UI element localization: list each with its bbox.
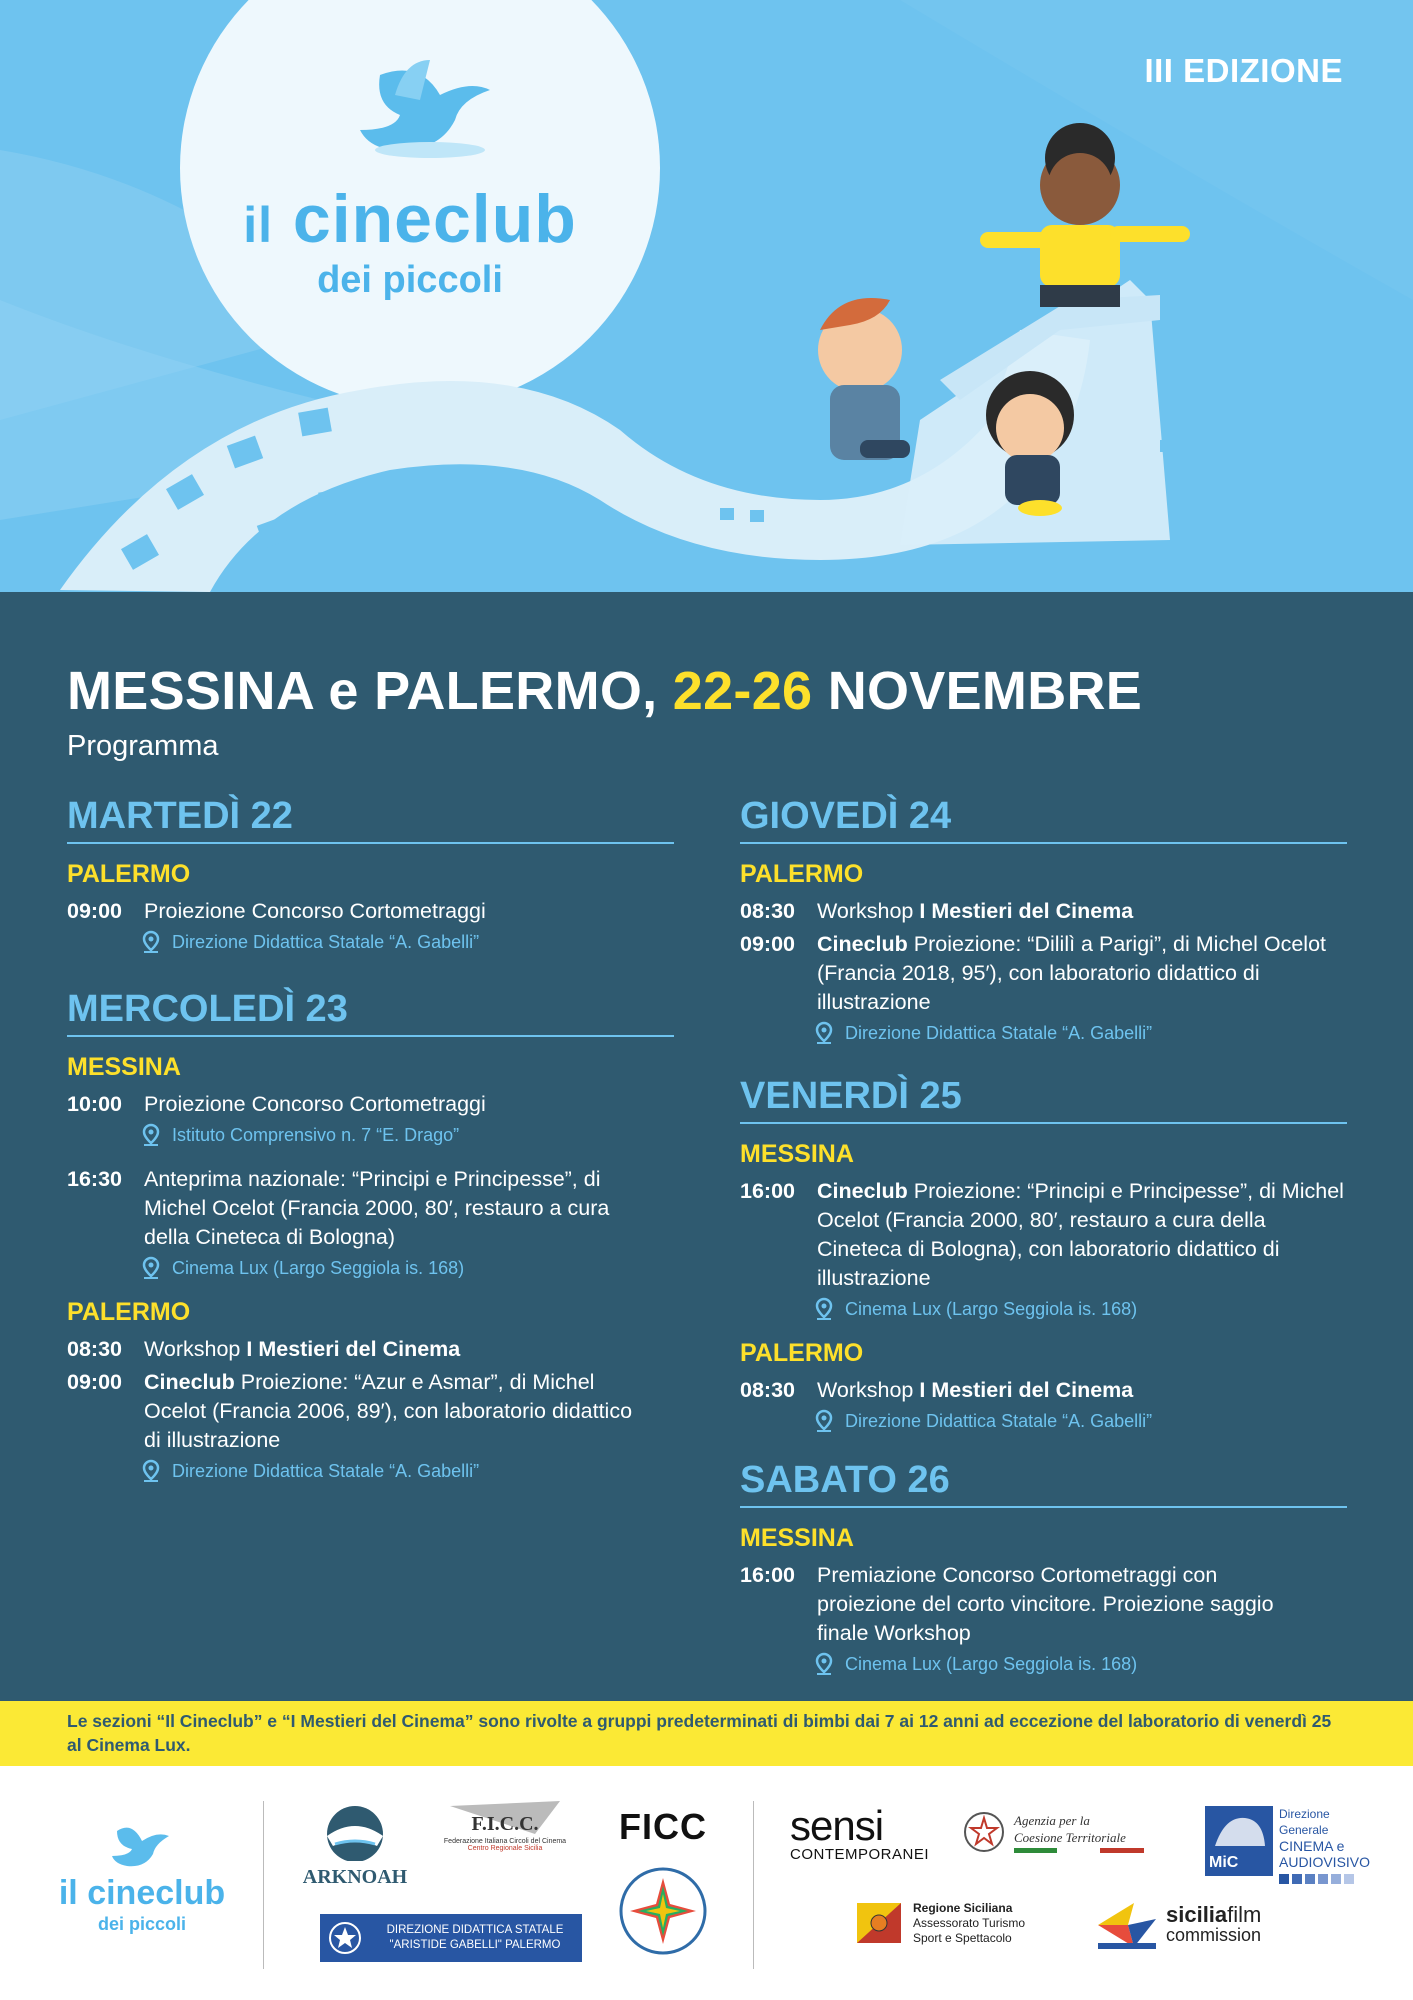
event-location bbox=[813, 1021, 1347, 1045]
child-illustration-2 bbox=[818, 298, 910, 460]
header-banner bbox=[0, 0, 1413, 592]
arknoah-name: ARKNOAH bbox=[302, 1866, 408, 1888]
cineclub-logo-title bbox=[185, 181, 635, 302]
logo-il: il bbox=[243, 197, 274, 253]
location-pin-icon bbox=[140, 930, 162, 954]
dg-color-squares bbox=[1279, 1874, 1375, 1884]
event-location bbox=[140, 1459, 674, 1483]
event-description: Proiezione Concorso Cortometraggi bbox=[144, 1092, 486, 1116]
event-description: Proiezione: “Dililì a Parigi”, di Michel Ocelot (Francia 2018, 95′), con laboratorio didattico di illustrazione bbox=[817, 932, 1326, 1014]
arknoah-emblem-icon bbox=[305, 1796, 405, 1861]
event-time: 09:00 bbox=[740, 932, 795, 956]
schedule-event bbox=[67, 1335, 674, 1364]
city-label: MESSINA bbox=[740, 1140, 854, 1168]
schedule-event bbox=[740, 1177, 1347, 1293]
sfc-film: film bbox=[1227, 1902, 1262, 1927]
ficc-region: Centro Regionale Sicilia bbox=[467, 1845, 543, 1852]
tricolor-bar bbox=[1014, 1848, 1144, 1853]
location-pin-icon bbox=[813, 1021, 835, 1045]
event-time: 09:00 bbox=[67, 1370, 122, 1394]
event-description: Proiezione Concorso Cortometraggi bbox=[144, 899, 486, 923]
event-description: Proiezione: “Azur e Asmar”, di Michel Ocelot (Francia 2006, 89′), con laboratorio didattico di illustrazione bbox=[144, 1370, 633, 1452]
event-description: Proiezione: “Principi e Principesse”, di Michel Ocelot (Francia 2000, 80′, restauro a cura della Cineteca di Bologna), con laboratorio didattico di illustrazione bbox=[817, 1179, 1344, 1290]
location-text: Istituto Comprensivo n. 7 “E. Drago” bbox=[172, 1124, 460, 1145]
location-text: Direzione Didattica Statale “A. Gabelli” bbox=[172, 1460, 480, 1481]
sensi-sub: CONTEMPORANEI bbox=[790, 1846, 930, 1863]
gabelli-line2: "ARISTIDE GABELLI" PALERMO bbox=[389, 1939, 561, 1951]
mic-emblem-icon bbox=[1205, 1806, 1273, 1876]
event-location bbox=[140, 1123, 674, 1147]
day-heading-thursday: GIOVEDÌ 24 bbox=[740, 795, 1347, 844]
sensi-contemporanei-logo bbox=[790, 1802, 930, 1863]
agenzia-coesione-logo bbox=[962, 1808, 1172, 1856]
schedule-event bbox=[67, 897, 674, 926]
cineclub-logo-title: il cineclub bbox=[58, 1874, 226, 1912]
event-location bbox=[813, 1297, 1347, 1321]
location-pin-icon bbox=[813, 1652, 835, 1676]
schedule-event bbox=[67, 1090, 674, 1119]
city-label: MESSINA bbox=[740, 1524, 854, 1552]
event-description: Anteprima nazionale: “Principi e Principesse”, di Michel Ocelot (Francia 2000, 80′, restauro a cura della Cineteca di Bologna) bbox=[144, 1167, 610, 1249]
mic-label: MiC bbox=[1209, 1854, 1239, 1871]
gabelli-school-logo bbox=[320, 1914, 582, 1962]
location-text: Cinema Lux (Largo Seggiola is. 168) bbox=[172, 1257, 465, 1278]
schedule-event bbox=[67, 1165, 674, 1252]
agenzia-line1: Agenzia per la bbox=[1014, 1812, 1090, 1828]
program-title-dates: 22-26 bbox=[672, 661, 813, 721]
schedule-event bbox=[740, 930, 1347, 1017]
republic-emblem-icon bbox=[328, 1921, 362, 1955]
event-description: Workshop bbox=[144, 1337, 247, 1361]
event-location bbox=[140, 930, 674, 954]
schedule-event bbox=[740, 1561, 1347, 1648]
regione-line1: Regione Siciliana bbox=[913, 1900, 1013, 1915]
schedule-right-column bbox=[740, 795, 1347, 1694]
trinacria-icon bbox=[855, 1899, 903, 1947]
event-location bbox=[813, 1652, 1347, 1676]
event-time: 10:00 bbox=[67, 1092, 122, 1116]
ficc-name: FICC bbox=[619, 1806, 707, 1847]
divider bbox=[263, 1801, 264, 1969]
edition-label: III EDIZIONE bbox=[1144, 52, 1343, 89]
program-title-cities: MESSINA e PALERMO, bbox=[67, 661, 673, 721]
italian-republic-emblem-icon bbox=[962, 1808, 1006, 1856]
city-label: PALERMO bbox=[740, 860, 864, 888]
event-time: 16:00 bbox=[740, 1179, 795, 1203]
schedule-event bbox=[740, 897, 1347, 926]
city-label: MESSINA bbox=[67, 1053, 181, 1081]
day-heading-saturday: SABATO 26 bbox=[740, 1459, 1347, 1508]
sicilia-film-commission-logo bbox=[1094, 1899, 1294, 1951]
sfc-commission: commission bbox=[1166, 1925, 1262, 1945]
city-label: PALERMO bbox=[67, 860, 191, 888]
day-heading-tuesday: MARTEDÌ 22 bbox=[67, 795, 674, 844]
dg-line3: AUDIOVISIVO bbox=[1279, 1854, 1371, 1870]
event-location bbox=[813, 1409, 1347, 1433]
event-description: Premiazione Concorso Cortometraggi con proiezione del corto vincitore. Proiezione saggio finale Workshop bbox=[817, 1563, 1274, 1645]
ficc-logo bbox=[608, 1806, 718, 1848]
event-highlight: I Mestieri del Cinema bbox=[919, 899, 1134, 923]
sfc-sicilia: sicilia bbox=[1166, 1902, 1228, 1927]
location-text: Direzione Didattica Statale “A. Gabelli” bbox=[845, 1022, 1153, 1043]
location-pin-icon bbox=[140, 1256, 162, 1280]
schedule-event bbox=[740, 1376, 1347, 1405]
event-highlight: I Mestieri del Cinema bbox=[919, 1378, 1134, 1402]
regione-line2: Assessorato Turismo bbox=[913, 1915, 1026, 1930]
dove-logo-icon bbox=[107, 1816, 177, 1871]
regione-line3: Sport e Spettacolo bbox=[913, 1930, 1012, 1945]
location-pin-icon bbox=[813, 1297, 835, 1321]
city-label: PALERMO bbox=[740, 1339, 864, 1367]
star-emblem-icon bbox=[618, 1866, 708, 1956]
sponsor-logos-area bbox=[0, 1766, 1413, 2000]
schedule-event bbox=[67, 1368, 674, 1455]
dg-line2: CINEMA e bbox=[1279, 1838, 1345, 1854]
regione-siciliana-logo bbox=[855, 1899, 1055, 1947]
day-heading-wednesday: MERCOLEDÌ 23 bbox=[67, 988, 674, 1037]
event-time: 09:00 bbox=[67, 899, 122, 923]
sensi-name: sensi bbox=[790, 1802, 884, 1849]
program-subtitle: Programma bbox=[67, 730, 219, 762]
event-time: 08:30 bbox=[740, 899, 795, 923]
footnote-bar: Le sezioni “Il Cineclub” e “I Mestieri del Cinema” sono rivolte a gruppi predeterminati di bimbi dai 7 ai 12 anni ad eccezione del laboratorio di venerdì 25 al Cinema Lux. bbox=[0, 1701, 1413, 1766]
dg-line1: Direzione Generale bbox=[1279, 1807, 1330, 1837]
logo-subtitle: dei piccoli bbox=[317, 259, 503, 301]
sfc-emblem-icon bbox=[1094, 1899, 1160, 1951]
event-highlight: Cineclub bbox=[817, 932, 908, 956]
cineclub-logo bbox=[42, 1816, 242, 1935]
event-description: Workshop bbox=[817, 1378, 920, 1402]
ficc-full-name: Federazione Italiana Circoli del Cinema bbox=[443, 1838, 567, 1845]
arknoah-logo bbox=[295, 1796, 415, 1889]
event-highlight: Cineclub bbox=[817, 1179, 908, 1203]
location-pin-icon bbox=[813, 1409, 835, 1433]
event-highlight: I Mestieri del Cinema bbox=[246, 1337, 461, 1361]
ficc-sicilia-logo bbox=[435, 1796, 575, 1852]
location-text: Direzione Didattica Statale “A. Gabelli” bbox=[845, 1410, 1153, 1431]
city-label: PALERMO bbox=[67, 1298, 191, 1326]
cineclub-logo-subtitle: dei piccoli bbox=[97, 1914, 187, 1934]
event-time: 08:30 bbox=[67, 1337, 122, 1361]
logo-cineclub: cineclub bbox=[292, 181, 577, 257]
schedule-left-column bbox=[67, 795, 674, 1501]
event-highlight: Cineclub bbox=[144, 1370, 235, 1394]
divider bbox=[753, 1801, 754, 1969]
event-time: 16:00 bbox=[740, 1563, 795, 1587]
location-pin-icon bbox=[140, 1123, 162, 1147]
location-pin-icon bbox=[140, 1459, 162, 1483]
agenzia-line2: Coesione Territoriale bbox=[1014, 1829, 1126, 1845]
event-location bbox=[140, 1256, 674, 1280]
location-text: Direzione Didattica Statale “A. Gabelli” bbox=[172, 931, 480, 952]
location-text: Cinema Lux (Largo Seggiola is. 168) bbox=[845, 1298, 1138, 1319]
location-text: Cinema Lux (Largo Seggiola is. 168) bbox=[845, 1653, 1138, 1674]
gabelli-line1: DIREZIONE DIDATTICA STATALE bbox=[386, 1924, 564, 1936]
program-title bbox=[67, 660, 1142, 722]
event-time: 16:30 bbox=[67, 1167, 122, 1191]
day-heading-friday: VENERDÌ 25 bbox=[740, 1075, 1347, 1124]
dg-cinema-mic-logo bbox=[1205, 1806, 1375, 1884]
event-time: 08:30 bbox=[740, 1378, 795, 1402]
event-description: Workshop bbox=[817, 899, 920, 923]
program-title-month: NOVEMBRE bbox=[812, 661, 1143, 721]
ficc-short: F.I.C.C. bbox=[471, 1813, 539, 1835]
